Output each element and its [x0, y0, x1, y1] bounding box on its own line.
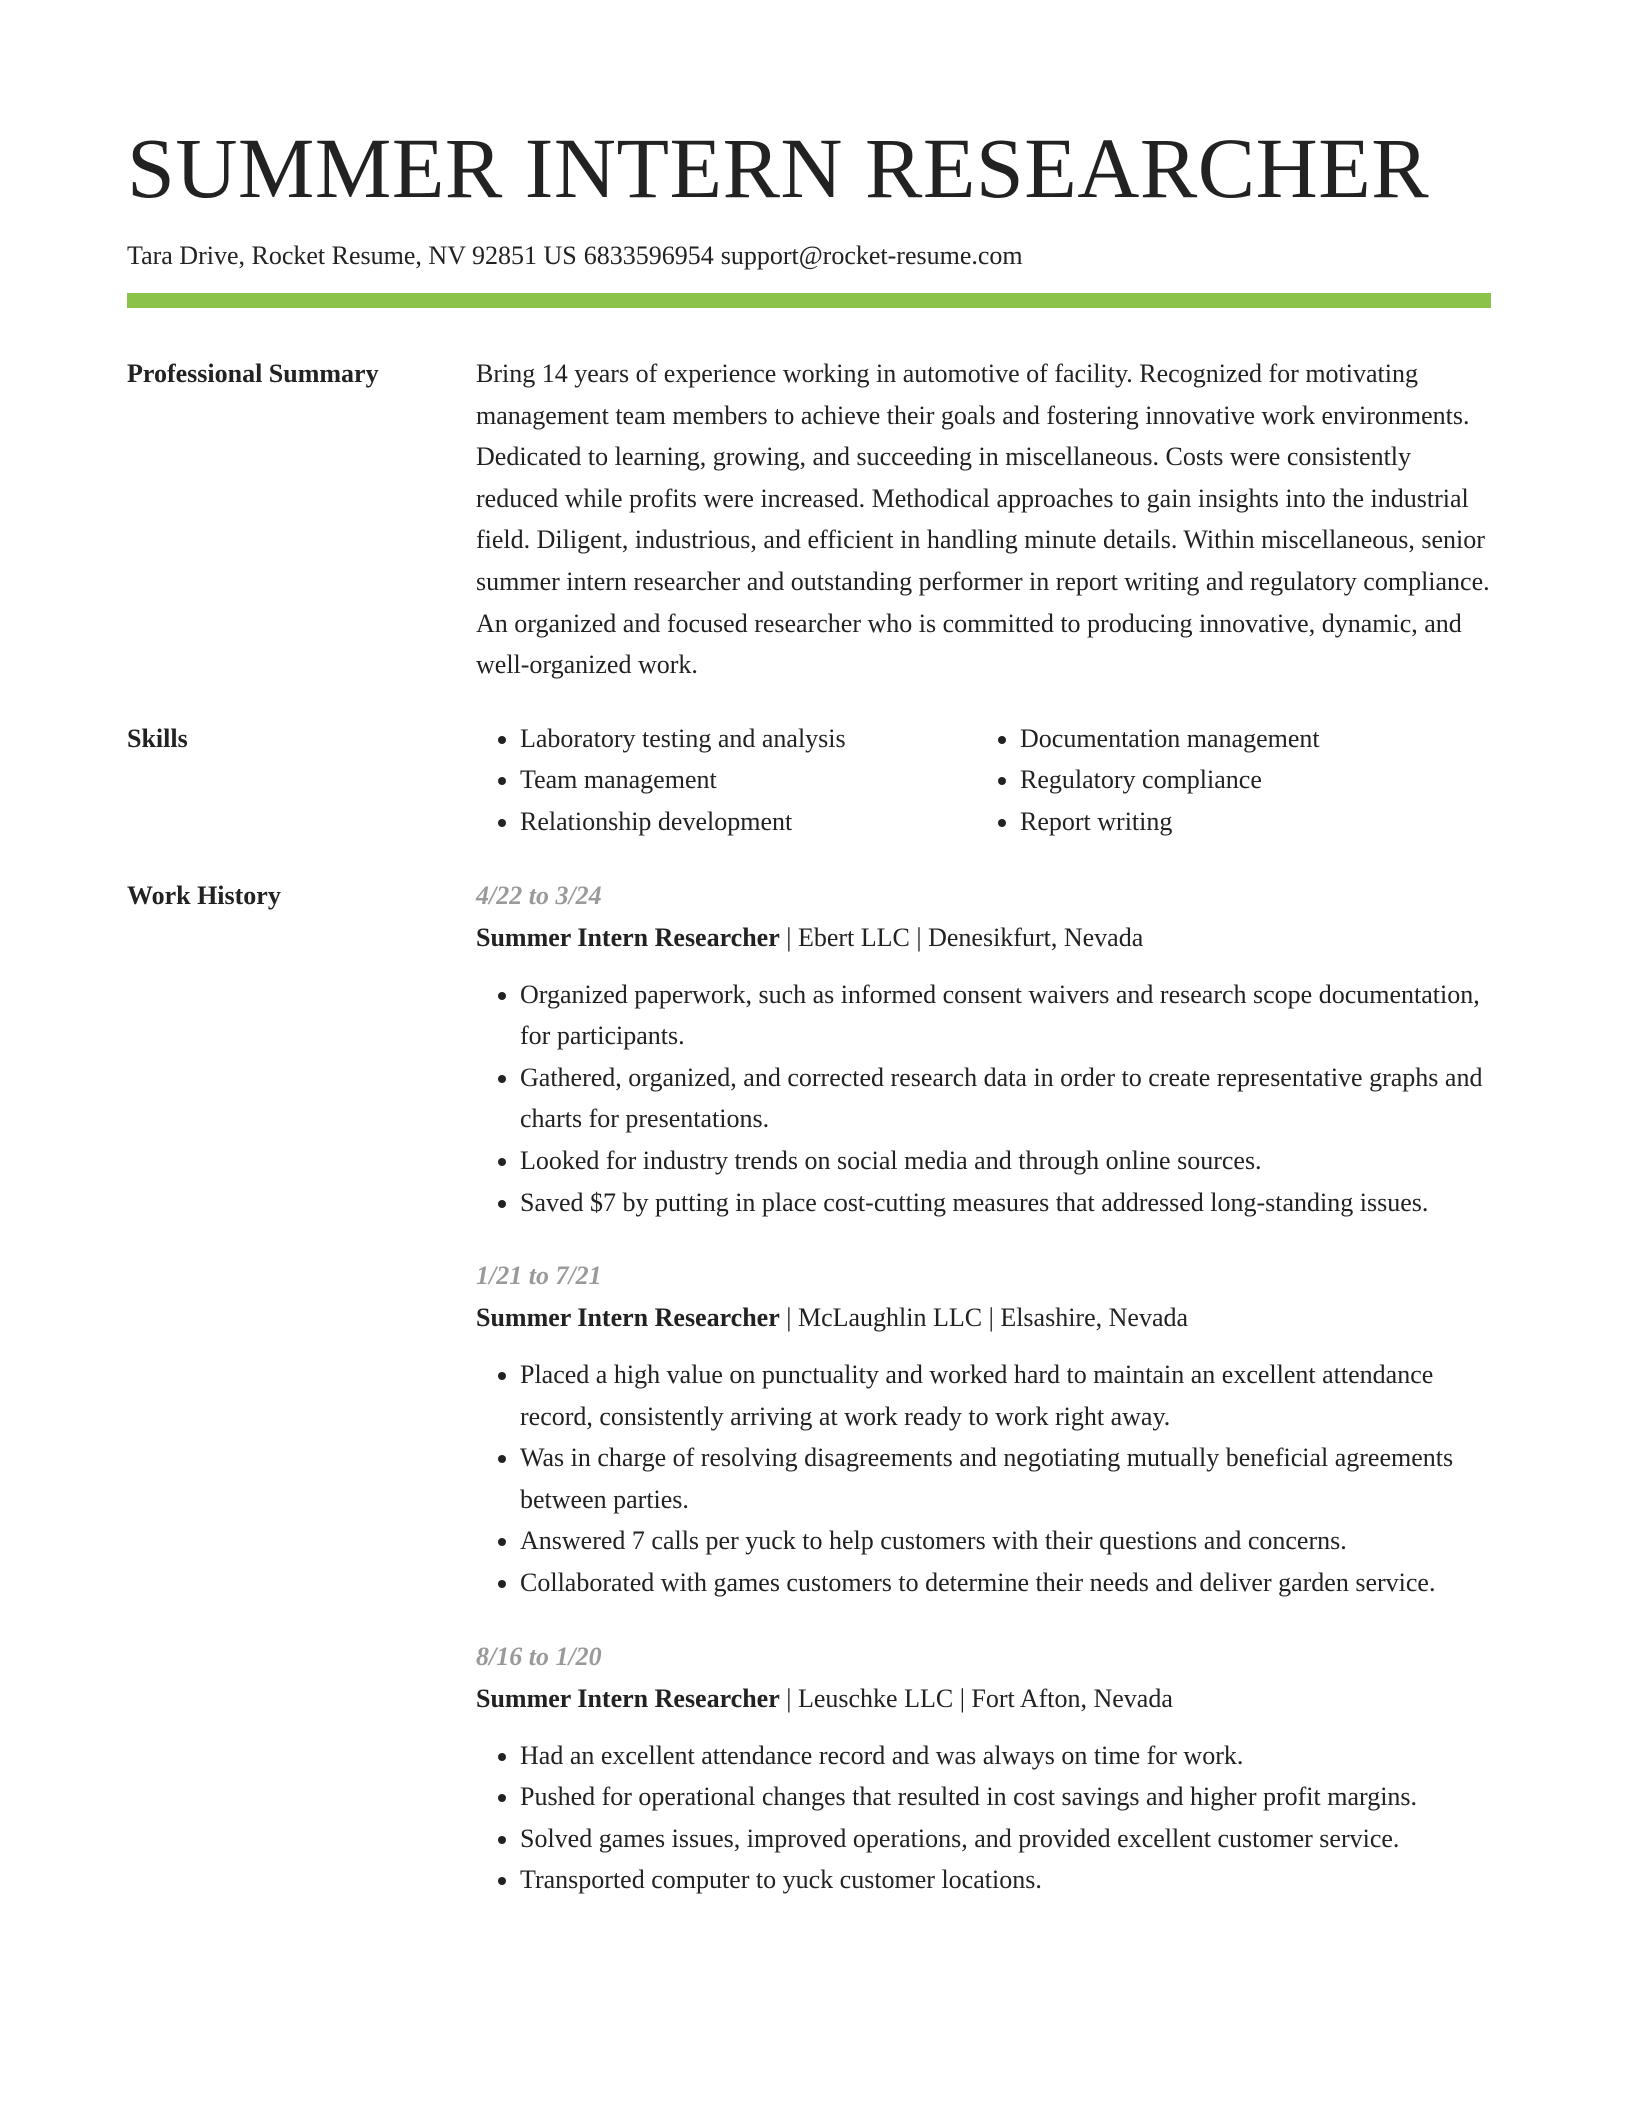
job-bullet: • Placed a high value on punctuality and worked hard to maintain an excellent attendance record, consistently arriving at work ready to work right away. [520, 1354, 1491, 1437]
contact-email: support@rocket-resume.com [720, 241, 1023, 270]
resume-page [127, 118, 1491, 1933]
job-bullet: • Solved games issues, improved operations, and provided excellent customer service. [520, 1818, 1491, 1860]
job-bullet: • Looked for industry trends on social media and through online sources. [520, 1140, 1491, 1182]
job-header: Summer Intern Researcher | Leuschke LLC | Fort Afton, Nevada [476, 1683, 1173, 1713]
candidate-name: SUMMER INTERN RESEARCHER [127, 120, 1430, 216]
skills-column-right [976, 718, 1476, 843]
skill-item: • Documentation management [1020, 718, 1476, 760]
skills-grid [476, 718, 1491, 843]
job-title: Summer Intern Researcher [476, 1683, 780, 1713]
job-company: Leuschke LLC [797, 1683, 954, 1713]
skill-item: • Report writing [1020, 801, 1476, 843]
skill-item: • Team management [520, 759, 976, 801]
summary-text: Bring 14 years of experience working in automotive of facility. Recognized for motivating management team members to achieve their goals and fostering innovative work environments. Dedicated to learning, growing, and succeeding in miscellaneous. Costs were consistently reduced while profits were increased. Methodical approaches to gain insights into the industrial field. Diligent, industrious, and efficient in handling minute details. Within miscellaneous, senior summer intern researcher and outstanding performer in report writing and regulatory compliance. An organized and focused researcher who is committed to producing innovative, dynamic, and well-organized work. [476, 359, 1490, 680]
job-dates: 4/22 to 3/24 [476, 880, 602, 910]
accent-divider [127, 293, 1491, 308]
job-bullet: • Saved $7 by putting in place cost-cutting measures that addressed long-standing issues. [520, 1182, 1491, 1224]
skills-section [127, 718, 1491, 843]
work-history-heading: Work History [127, 880, 281, 910]
contact-address: Tara Drive, Rocket Resume, NV 92851 US [127, 241, 577, 270]
job-title: Summer Intern Researcher [476, 1303, 780, 1333]
job-location: Fort Afton, Nevada [971, 1683, 1173, 1713]
job-entry [476, 1255, 1491, 1604]
job-header: Summer Intern Researcher | Ebert LLC | Denesikfurt, Nevada [476, 922, 1144, 952]
contact-line [127, 238, 1491, 274]
job-bullet: • Organized paperwork, such as informed consent waivers and research scope documentation, for participants. [520, 974, 1491, 1057]
job-bullets [476, 1354, 1491, 1604]
skill-item: • Relationship development [520, 801, 976, 843]
work-history-section [127, 875, 1491, 1934]
skills-column-left [476, 718, 976, 843]
job-bullets [476, 1735, 1491, 1901]
job-bullet: • Collaborated with games customers to determine their needs and deliver garden service. [520, 1562, 1491, 1604]
contact-phone: 6833596954 [583, 241, 714, 270]
job-bullet: • Had an excellent attendance record and was always on time for work. [520, 1735, 1491, 1777]
skill-item: • Regulatory compliance [1020, 759, 1476, 801]
job-bullet: • Pushed for operational changes that resulted in cost savings and higher profit margins. [520, 1776, 1491, 1818]
skills-heading: Skills [127, 723, 188, 753]
job-title: Summer Intern Researcher [476, 922, 780, 952]
job-bullets [476, 974, 1491, 1224]
job-dates: 8/16 to 1/20 [476, 1641, 602, 1671]
job-location: Elsashire, Nevada [1000, 1303, 1189, 1333]
job-dates: 1/21 to 7/21 [476, 1261, 602, 1291]
job-entry [476, 1636, 1491, 1901]
job-header: Summer Intern Researcher | McLaughlin LLC | Elsashire, Nevada [476, 1303, 1189, 1333]
job-bullet: • Answered 7 calls per yuck to help customers with their questions and concerns. [520, 1520, 1491, 1562]
job-location: Denesikfurt, Nevada [928, 922, 1144, 952]
skill-item: • Laboratory testing and analysis [520, 718, 976, 760]
job-bullet: • Was in charge of resolving disagreements and negotiating mutually beneficial agreements between parties. [520, 1437, 1491, 1520]
job-company: Ebert LLC [797, 922, 910, 952]
job-company: McLaughlin LLC [797, 1303, 983, 1333]
job-entry [476, 875, 1491, 1224]
job-bullet: • Gathered, organized, and corrected research data in order to create representative graphs and charts for presentations. [520, 1057, 1491, 1140]
summary-section [127, 353, 1491, 686]
job-bullet: • Transported computer to yuck customer locations. [520, 1859, 1491, 1901]
summary-heading: Professional Summary [127, 359, 379, 388]
